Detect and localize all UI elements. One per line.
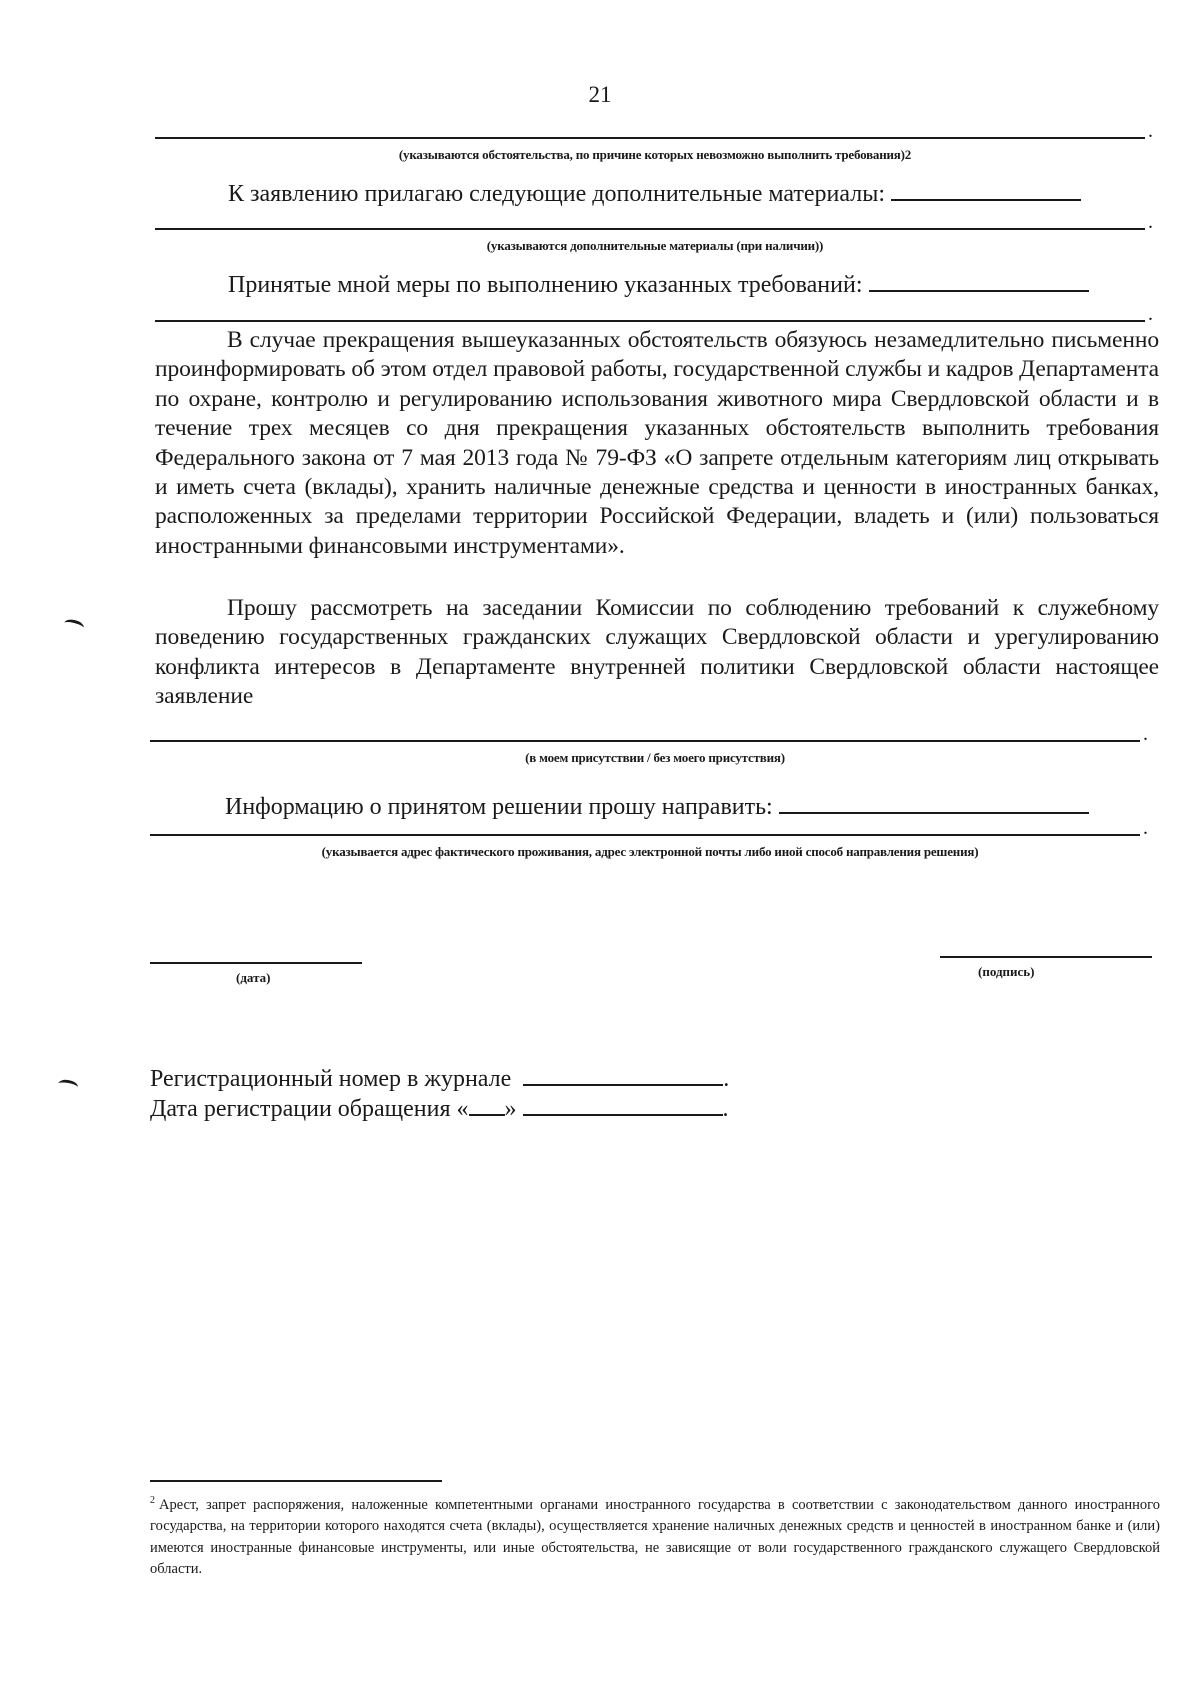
- date-caption: (дата): [236, 970, 271, 985]
- info-label: Информацию о принятом решении прошу направить:: [225, 794, 773, 820]
- materials-hint: (указываются дополнительные материалы (при наличии)): [486, 238, 824, 253]
- request-paragraph: Прошу рассмотреть на заседании Комиссии по соблюдению требований к служебному поведению государственных гражданских служащих Свердловской области и урегулированию конфликта интересов в Департаменте внутренней политики Свердловской области настоящее заявление: [155, 595, 1159, 710]
- measures-input[interactable]: [869, 270, 1089, 292]
- info-input[interactable]: [779, 792, 1089, 814]
- line-end-dot: .: [1148, 303, 1153, 325]
- registration-date-input[interactable]: [523, 1094, 723, 1116]
- line-end-dot: .: [1148, 211, 1153, 233]
- footnote-separator: [150, 1480, 442, 1482]
- materials-line: [228, 179, 1081, 206]
- registration-number-input[interactable]: [523, 1064, 723, 1086]
- date-signature-line[interactable]: [150, 962, 362, 964]
- address-fill-line[interactable]: [150, 834, 1140, 836]
- address-hint: (указывается адрес фактического проживания, адрес электронной почты либо иной способ направления решения): [321, 844, 979, 859]
- info-line: [225, 792, 1089, 819]
- registration-number-period: .: [723, 1066, 730, 1092]
- materials-input[interactable]: [891, 179, 1081, 201]
- scan-artifact-mark: [63, 618, 85, 634]
- signature-caption: (подпись): [978, 964, 1035, 979]
- page-number: 21: [588, 82, 612, 107]
- materials-fill-line[interactable]: [155, 228, 1145, 230]
- circumstances-hint: (указываются обстоятельства, по причине которых невозможно выполнить требования)2: [398, 147, 912, 162]
- measures-label: Принятые мной меры по выполнению указанных требований:: [228, 272, 863, 298]
- footnote-text: Арест, запрет распоряжения, наложенные компетентными органами иностранного государства в соответствии с законодательством данного иностранного государства, на территории которого находятся счета (вклады), осуществляется хранение наличных денежных средств и ценностей в иностранном банке и (или) имеются иностранные финансовые инструменты, или иные обстоятельства, не зависящие от воли государственного гражданского служащего Свердловской области.: [150, 1496, 1160, 1578]
- registration-date-label: Дата регистрации обращения «: [150, 1096, 469, 1122]
- registration-day-input[interactable]: [469, 1094, 505, 1116]
- footnote: [150, 1490, 1160, 1581]
- signature-line[interactable]: [940, 956, 1152, 958]
- line-end-dot: .: [1148, 120, 1153, 142]
- scan-artifact-mark: [57, 1078, 79, 1092]
- line-end-dot: .: [1143, 817, 1148, 839]
- registration-number-line: [150, 1064, 729, 1091]
- registration-date-line: [150, 1094, 729, 1121]
- footnote-marker: 2: [150, 1495, 155, 1506]
- measures-fill-line[interactable]: [155, 320, 1145, 322]
- presence-fill-line[interactable]: [150, 740, 1140, 742]
- registration-date-period: .: [722, 1096, 729, 1122]
- obligation-paragraph: В случае прекращения вышеуказанных обстоятельств обязуюсь незамедлительно письменно проинформировать об этом отдел правовой работы, государственной службы и кадров Департамента по охране, контролю и регулированию использования животного мира Свердловской области и в течение трех месяцев со дня прекращения указанных обстоятельств выполнить требования Федерального закона от 7 мая 2013 года № 79-ФЗ «О запрете отдельным категориям лиц открывать и иметь счета (вклады), хранить наличные денежные средства и ценности в иностранных банках, расположенных за пределами территории Российской Федерации, владеть и (или) пользоваться иностранными финансовыми инструментами».: [155, 327, 1159, 559]
- measures-line: [228, 270, 1089, 297]
- line-end-dot: .: [1143, 723, 1148, 745]
- materials-label: К заявлению прилагаю следующие дополнительные материалы:: [228, 181, 886, 207]
- registration-date-mid: »: [504, 1096, 517, 1122]
- circumstances-fill-line[interactable]: [155, 137, 1145, 139]
- presence-hint: (в моем присутствии / без моего присутствия): [525, 750, 785, 765]
- registration-number-label: Регистрационный номер в журнале: [150, 1066, 512, 1092]
